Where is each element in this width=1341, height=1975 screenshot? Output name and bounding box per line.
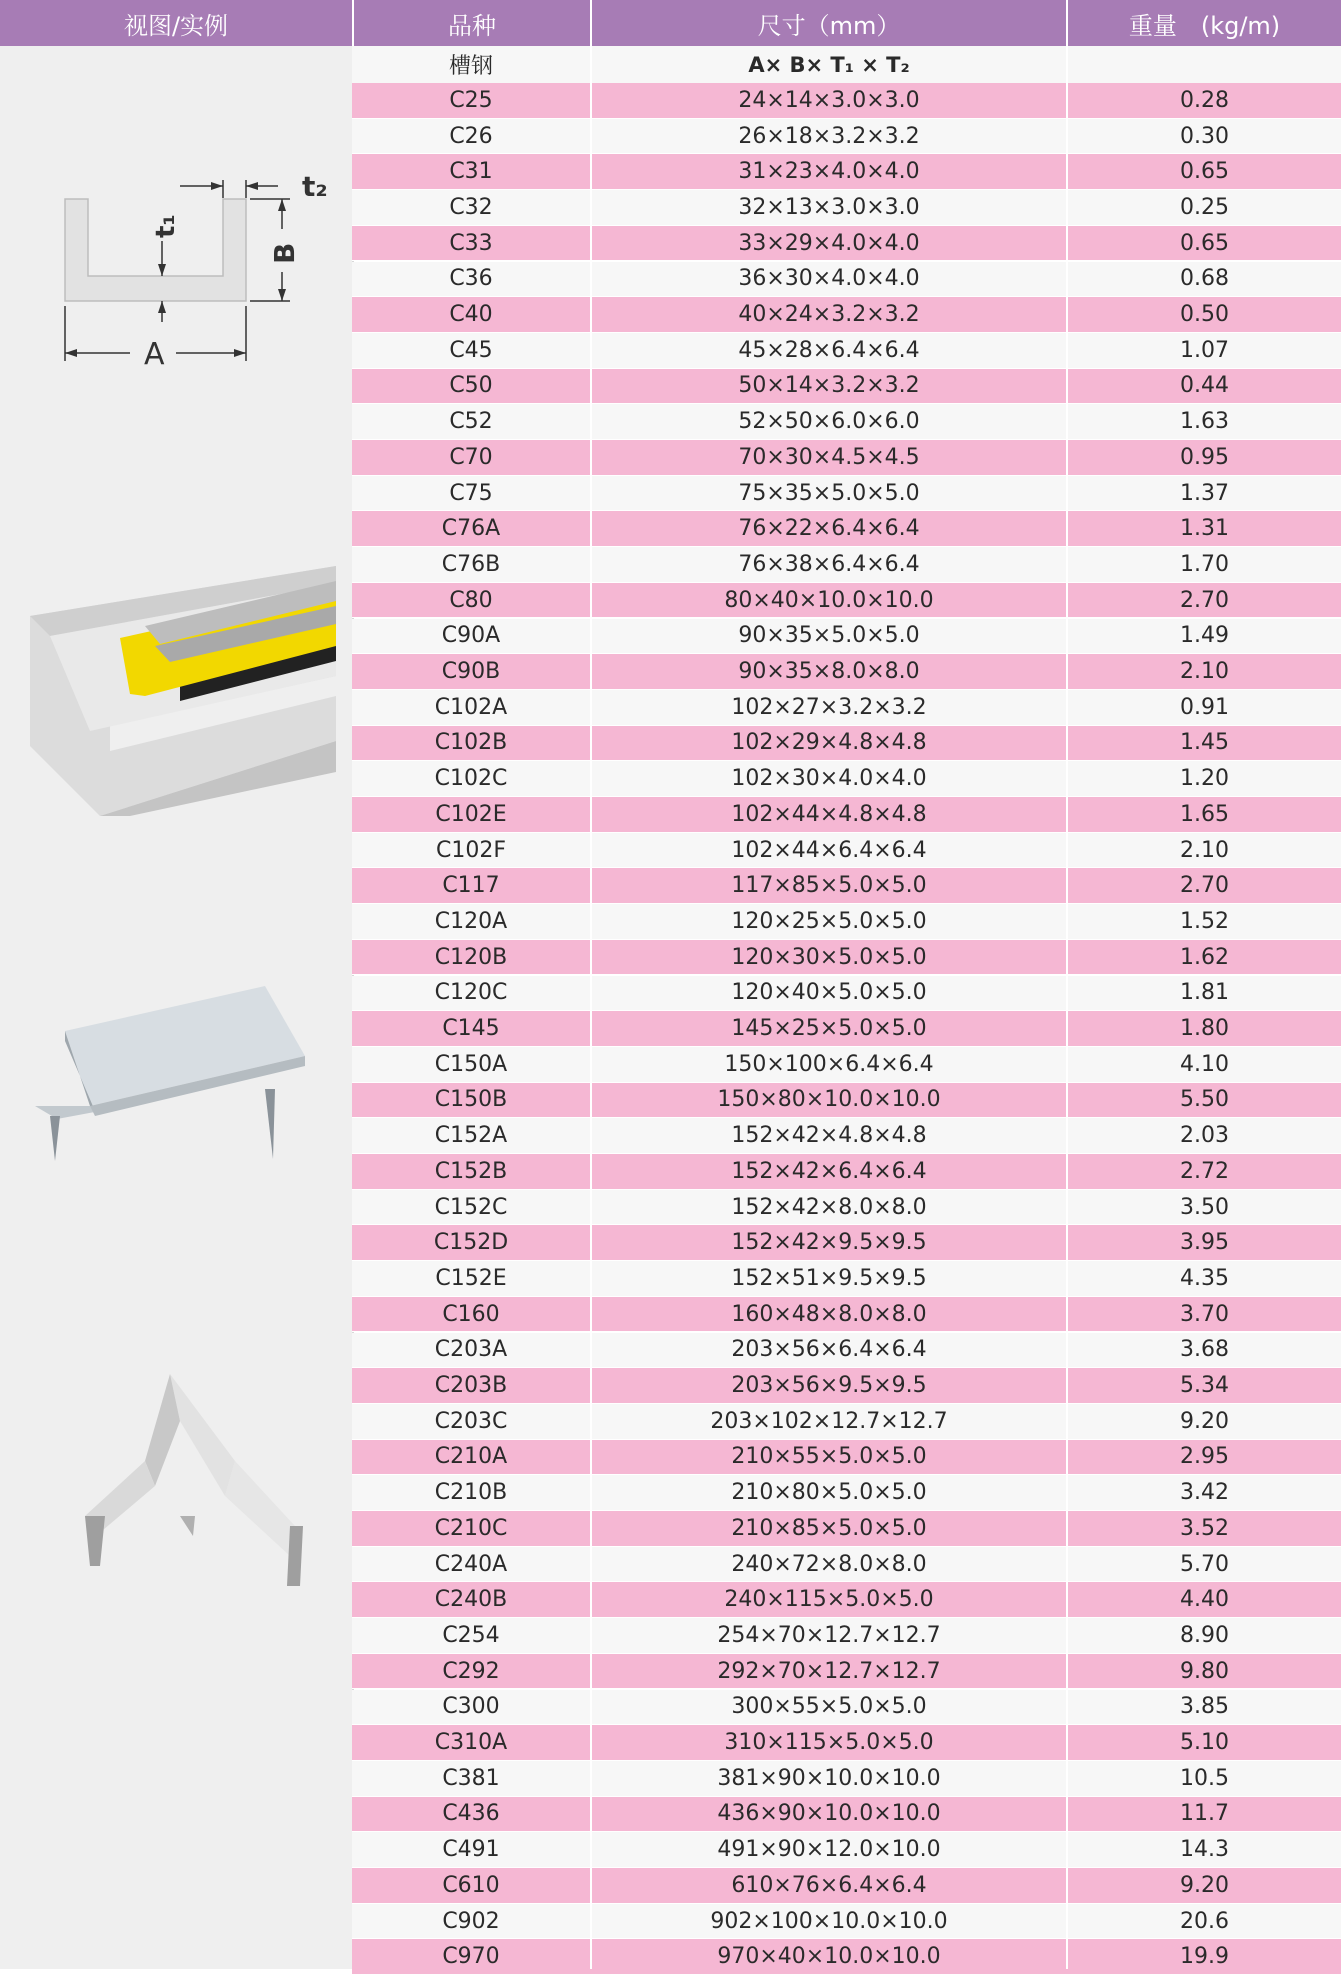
cell-type: C203B: [434, 1373, 508, 1399]
table-row: [352, 726, 1341, 762]
table-row: [352, 262, 1341, 298]
cell-type: C210A: [434, 1444, 508, 1470]
table-row: [352, 1797, 1341, 1833]
cell-size: 292×70×12.7×12.7: [717, 1658, 941, 1684]
cell-type: C102E: [435, 801, 507, 827]
cell-size: 150×100×6.4×6.4: [724, 1051, 934, 1077]
cell-type: C610: [442, 1872, 500, 1898]
cell-weight: 0.28: [1180, 87, 1229, 113]
cell-size: 210×55×5.0×5.0: [731, 1444, 927, 1470]
cell-size: 240×72×8.0×8.0: [731, 1551, 927, 1577]
table-row: [352, 1654, 1341, 1690]
cell-weight: 10.5: [1180, 1765, 1229, 1791]
cell-size: 902×100×10.0×10.0: [710, 1908, 948, 1934]
table-row: [352, 1225, 1341, 1261]
cell-size: 254×70×12.7×12.7: [717, 1622, 941, 1648]
table-row: [352, 940, 1341, 976]
cell-weight: 0.50: [1180, 302, 1229, 328]
table-row: [352, 1868, 1341, 1904]
cell-type: C292: [442, 1658, 500, 1684]
cell-size: 26×18×3.2×3.2: [738, 123, 920, 149]
cell-type: C75: [449, 480, 493, 506]
cell-weight: 20.6: [1180, 1908, 1229, 1934]
cell-type: C90A: [441, 623, 501, 649]
cell-weight: 1.31: [1180, 516, 1229, 542]
cell-type: C76B: [441, 551, 501, 577]
cell-size: 70×30×4.5×4.5: [738, 444, 920, 470]
table-row: [352, 154, 1341, 190]
cell-size: 120×25×5.0×5.0: [731, 908, 927, 934]
cell-type: C33: [449, 230, 493, 256]
wide-channel-photo: [35, 971, 305, 1171]
cell-weight: 4.35: [1180, 1265, 1229, 1291]
table-row: [352, 333, 1341, 369]
table-row: [352, 1118, 1341, 1154]
table-row: [352, 654, 1341, 690]
cell-weight: 0.30: [1180, 123, 1229, 149]
cell-type: C902: [442, 1908, 500, 1934]
cell-size: 152×42×8.0×8.0: [731, 1194, 927, 1220]
table-row: [352, 1725, 1341, 1761]
cell-weight: 0.95: [1180, 444, 1229, 470]
cell-weight: 2.70: [1180, 873, 1229, 899]
cell-type: C150A: [434, 1051, 508, 1077]
table-row: [352, 119, 1341, 155]
cell-type: C300: [442, 1694, 500, 1720]
cell-weight: 4.40: [1180, 1587, 1229, 1613]
cell-size: 40×24×3.2×3.2: [738, 302, 920, 328]
cell-weight: 3.42: [1180, 1480, 1229, 1506]
cell-size: 31×23×4.0×4.0: [738, 159, 920, 185]
cell-weight: 3.85: [1180, 1694, 1229, 1720]
subheader-weight: [1068, 46, 1341, 83]
cell-weight: 1.45: [1180, 730, 1229, 756]
cell-type: C70: [449, 444, 493, 470]
cell-weight: 9.20: [1180, 1408, 1229, 1434]
cell-type: C210C: [434, 1515, 508, 1541]
cell-weight: 0.68: [1180, 266, 1229, 292]
cell-size: 102×44×4.8×4.8: [731, 801, 927, 827]
cell-type: C240A: [434, 1551, 508, 1577]
cell-type: C970: [442, 1944, 500, 1970]
cell-size: 381×90×10.0×10.0: [717, 1765, 941, 1791]
table-row: [352, 404, 1341, 440]
cell-type: C90B: [441, 659, 501, 685]
cell-weight: 5.70: [1180, 1551, 1229, 1577]
table-row: [352, 1547, 1341, 1583]
cell-size: 145×25×5.0×5.0: [731, 1016, 927, 1042]
cell-weight: 5.10: [1180, 1730, 1229, 1756]
table-row: [352, 1440, 1341, 1476]
table-row: [352, 1190, 1341, 1226]
cell-type: C31: [449, 159, 493, 185]
cell-size: 36×30×4.0×4.0: [738, 266, 920, 292]
cell-type: C150B: [434, 1087, 508, 1113]
cell-type: C25: [449, 87, 493, 113]
cell-weight: 2.03: [1180, 1123, 1229, 1149]
cell-type: C40: [449, 302, 493, 328]
cell-type: C436: [442, 1801, 500, 1827]
diagram-label-a: A: [144, 337, 165, 372]
table-row: [352, 1939, 1341, 1975]
diagram-label-b: B: [268, 242, 301, 264]
cell-weight: 5.50: [1180, 1087, 1229, 1113]
cell-size: 152×42×9.5×9.5: [731, 1230, 927, 1256]
cell-size: 310×115×5.0×5.0: [724, 1730, 934, 1756]
table-row: [352, 1011, 1341, 1047]
cell-size: 90×35×8.0×8.0: [738, 659, 920, 685]
cell-weight: 1.62: [1180, 944, 1229, 970]
cell-type: C36: [449, 266, 493, 292]
cell-size: 102×27×3.2×3.2: [731, 694, 927, 720]
cell-size: 491×90×12.0×10.0: [717, 1837, 941, 1863]
cell-type: C152E: [435, 1265, 507, 1291]
table-row: [352, 1404, 1341, 1440]
cell-weight: 1.37: [1180, 480, 1229, 506]
table-row: [352, 369, 1341, 405]
cell-size: 75×35×5.0×5.0: [738, 480, 920, 506]
hat-channel-photo: [45, 1366, 335, 1586]
cell-type: C152D: [433, 1230, 509, 1256]
cell-weight: 1.07: [1180, 337, 1229, 363]
subheader-type: 槽钢: [448, 54, 493, 79]
cell-size: 210×80×5.0×5.0: [731, 1480, 927, 1506]
column-divider: [590, 46, 592, 1969]
cell-weight: 1.52: [1180, 908, 1229, 934]
table-row: [352, 583, 1341, 619]
table-row: [352, 1904, 1341, 1940]
cell-weight: 3.68: [1180, 1337, 1229, 1363]
table-row: [352, 976, 1341, 1012]
table-row: [352, 1261, 1341, 1297]
table-row: [352, 797, 1341, 833]
cell-weight: 1.65: [1180, 801, 1229, 827]
cell-type: C491: [442, 1837, 500, 1863]
subheader-row: [352, 46, 1341, 83]
cell-type: C102A: [434, 694, 508, 720]
table-row: [352, 1333, 1341, 1369]
cell-weight: 2.72: [1180, 1158, 1229, 1184]
cell-size: 152×42×4.8×4.8: [731, 1123, 927, 1149]
cell-weight: 1.80: [1180, 1016, 1229, 1042]
cell-weight: 0.65: [1180, 230, 1229, 256]
cell-type: C102C: [434, 766, 508, 792]
cell-size: 610×76×6.4×6.4: [731, 1872, 927, 1898]
table-row: [352, 83, 1341, 119]
cell-weight: 0.44: [1180, 373, 1229, 399]
cell-weight: 3.95: [1180, 1230, 1229, 1256]
cell-weight: 3.52: [1180, 1515, 1229, 1541]
cell-size: 32×13×3.0×3.0: [738, 194, 920, 220]
table-row: [352, 761, 1341, 797]
table-row: [352, 476, 1341, 512]
cell-weight: 8.90: [1180, 1622, 1229, 1648]
cell-type: C80: [449, 587, 493, 613]
cell-size: 76×22×6.4×6.4: [738, 516, 920, 542]
subheader-size-formula: A× B× T₁ × T₂: [748, 52, 910, 77]
table-row: [352, 226, 1341, 262]
cell-weight: 1.49: [1180, 623, 1229, 649]
header-type-column: 品种: [354, 0, 590, 46]
cell-weight: 3.50: [1180, 1194, 1229, 1220]
diagram-label-t1: t₁: [151, 214, 181, 238]
cell-weight: 0.65: [1180, 159, 1229, 185]
cell-weight: 0.91: [1180, 694, 1229, 720]
cell-size: 80×40×10.0×10.0: [724, 587, 934, 613]
diagram-label-t2: t₂: [302, 170, 328, 203]
cell-type: C117: [442, 873, 500, 899]
cell-type: C381: [442, 1765, 500, 1791]
table-row: [352, 833, 1341, 869]
cell-type: C120B: [434, 944, 508, 970]
table-row: [352, 1832, 1341, 1868]
table-row: [352, 1475, 1341, 1511]
cell-size: 117×85×5.0×5.0: [731, 873, 927, 899]
cell-type: C203C: [434, 1408, 508, 1434]
table-row: [352, 1761, 1341, 1797]
cell-size: 33×29×4.0×4.0: [738, 230, 920, 256]
table-row: [352, 297, 1341, 333]
table-row: [352, 619, 1341, 655]
cell-weight: 4.10: [1180, 1051, 1229, 1077]
cell-weight: 0.25: [1180, 194, 1229, 220]
table-row: [352, 511, 1341, 547]
cell-weight: 2.10: [1180, 659, 1229, 685]
table-row: [352, 1047, 1341, 1083]
cell-type: C160: [442, 1301, 500, 1327]
cell-weight: 9.80: [1180, 1658, 1229, 1684]
table-row: [352, 1618, 1341, 1654]
cell-type: C76A: [441, 516, 501, 542]
cell-size: 102×44×6.4×6.4: [731, 837, 927, 863]
cell-size: 300×55×5.0×5.0: [731, 1694, 927, 1720]
cell-size: 76×38×6.4×6.4: [738, 551, 920, 577]
cell-size: 152×42×6.4×6.4: [731, 1158, 927, 1184]
nested-channels-photo: [30, 566, 336, 816]
cell-weight: 1.63: [1180, 409, 1229, 435]
cell-weight: 1.81: [1180, 980, 1229, 1006]
table-row: [352, 1690, 1341, 1726]
cell-size: 24×14×3.0×3.0: [738, 87, 920, 113]
cell-size: 970×40×10.0×10.0: [717, 1944, 941, 1970]
cell-weight: 19.9: [1180, 1944, 1229, 1970]
channel-cross-section-diagram: [40, 146, 350, 376]
cell-weight: 1.20: [1180, 766, 1229, 792]
cell-type: C152A: [434, 1123, 508, 1149]
cell-type: C26: [449, 123, 493, 149]
table-row: [352, 904, 1341, 940]
table-row: [352, 868, 1341, 904]
cell-size: 102×30×4.0×4.0: [731, 766, 927, 792]
table-row: [352, 1083, 1341, 1119]
cell-size: 436×90×10.0×10.0: [717, 1801, 941, 1827]
illustration-panel: [0, 46, 352, 1969]
cell-type: C152B: [434, 1158, 508, 1184]
cell-size: 150×80×10.0×10.0: [717, 1087, 941, 1113]
header-weight-column: 重量 (kg/m): [1068, 0, 1341, 46]
cell-type: C254: [442, 1622, 500, 1648]
header-view-column: 视图/实例: [0, 0, 352, 46]
cell-weight: 3.70: [1180, 1301, 1229, 1327]
cell-type: C152C: [434, 1194, 508, 1220]
cell-type: C120C: [434, 980, 508, 1006]
cell-type: C45: [449, 337, 493, 363]
cell-size: 152×51×9.5×9.5: [731, 1265, 927, 1291]
table-row: [352, 690, 1341, 726]
column-divider: [1066, 46, 1068, 1969]
table-row: [352, 1154, 1341, 1190]
cell-weight: 2.95: [1180, 1444, 1229, 1470]
cell-size: 210×85×5.0×5.0: [731, 1515, 927, 1541]
cell-size: 50×14×3.2×3.2: [738, 373, 920, 399]
cell-weight: 11.7: [1180, 1801, 1229, 1827]
cell-type: C203A: [434, 1337, 508, 1363]
cell-weight: 9.20: [1180, 1872, 1229, 1898]
cell-size: 240×115×5.0×5.0: [724, 1587, 934, 1613]
cell-weight: 2.10: [1180, 837, 1229, 863]
cell-weight: 1.70: [1180, 551, 1229, 577]
table-row: [352, 1511, 1341, 1547]
cell-type: C102B: [434, 730, 508, 756]
cell-weight: 2.70: [1180, 587, 1229, 613]
cell-weight: 14.3: [1180, 1837, 1229, 1863]
cell-type: C145: [442, 1016, 500, 1042]
table-row: [352, 1368, 1341, 1404]
table-row: [352, 440, 1341, 476]
cell-type: C50: [449, 373, 493, 399]
cell-type: C210B: [434, 1480, 508, 1506]
cell-type: C310A: [434, 1730, 508, 1756]
cell-size: 160×48×8.0×8.0: [731, 1301, 927, 1327]
table-row: [352, 190, 1341, 226]
cell-size: 90×35×5.0×5.0: [738, 623, 920, 649]
table-row: [352, 547, 1341, 583]
table-row: [352, 1582, 1341, 1618]
cell-size: 52×50×6.0×6.0: [738, 409, 920, 435]
cell-type: C102F: [435, 837, 506, 863]
cell-size: 45×28×6.4×6.4: [738, 337, 920, 363]
table-row: [352, 1297, 1341, 1333]
cell-size: 120×40×5.0×5.0: [731, 980, 927, 1006]
cell-type: C120A: [434, 908, 508, 934]
cell-size: 203×56×6.4×6.4: [731, 1337, 927, 1363]
cell-size: 102×29×4.8×4.8: [731, 730, 927, 756]
header-size-column: 尺寸（mm）: [592, 0, 1066, 46]
cell-size: 203×56×9.5×9.5: [731, 1373, 927, 1399]
cell-size: 203×102×12.7×12.7: [710, 1408, 948, 1434]
cell-type: C240B: [434, 1587, 508, 1613]
cell-type: C52: [449, 409, 493, 435]
cell-weight: 5.34: [1180, 1373, 1229, 1399]
cell-type: C32: [449, 194, 493, 220]
cell-size: 120×30×5.0×5.0: [731, 944, 927, 970]
